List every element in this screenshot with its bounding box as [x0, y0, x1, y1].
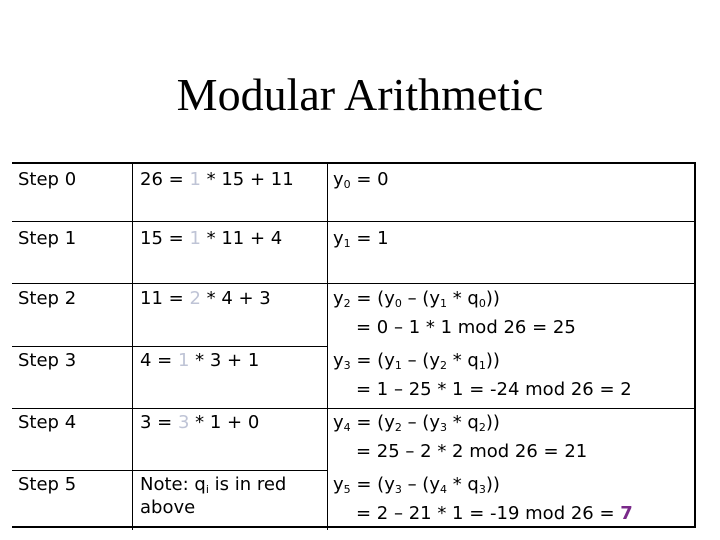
- step-label: Step 5: [18, 474, 77, 495]
- y-value: $y_0 = 0$: [333, 169, 389, 191]
- step-label: Step 1: [18, 228, 77, 249]
- y-formula: $y_3 = (y_1 - (y_2 * q_1))$: [333, 350, 500, 372]
- y-formula: $y_5 = (y_3 - (y_4 * q_3))$: [333, 474, 500, 496]
- slide-title: Modular Arithmetic: [176, 69, 544, 120]
- division-equation: 11 = 2 * 4 + 3: [140, 288, 271, 309]
- row-divider: [327, 408, 696, 409]
- step-label: Step 4: [18, 412, 77, 433]
- table-row: [12, 164, 694, 222]
- y-result-final: = 2 – 21 * 1 = -19 mod 26 = 7: [356, 503, 633, 524]
- division-equation: 15 = 1 * 11 + 4: [140, 228, 283, 249]
- note-text: Note: $q_i$ is in red: [140, 474, 287, 496]
- division-equation: 4 = 1 * 3 + 1: [140, 350, 260, 371]
- note-text-line2: above: [140, 497, 196, 518]
- row-divider: [12, 470, 327, 471]
- table-row: [12, 222, 694, 284]
- row-divider: [12, 408, 327, 409]
- y-result: = 0 – 1 * 1 mod 26 = 25: [356, 317, 576, 338]
- step-label: Step 0: [18, 169, 77, 190]
- y-result: = 25 – 2 * 2 mod 26 = 21: [356, 441, 588, 462]
- division-equation: 3 = 3 * 1 + 0: [140, 412, 260, 433]
- y-value: $y_1 = 1$: [333, 228, 389, 250]
- row-divider: [12, 346, 327, 347]
- step-label: Step 3: [18, 350, 77, 371]
- y-result: = 1 – 25 * 1 = -24 mod 26 = 2: [356, 379, 632, 400]
- division-equation: 26 = 1 * 15 + 11: [140, 169, 294, 190]
- steps-table: [12, 162, 696, 528]
- y-formula: $y_4 = (y_2 - (y_3 * q_2))$: [333, 412, 500, 434]
- step-label: Step 2: [18, 288, 77, 309]
- y-formula: $y_2 = (y_0 - (y_1 * q_0))$: [333, 288, 500, 310]
- final-answer: 7: [620, 503, 633, 524]
